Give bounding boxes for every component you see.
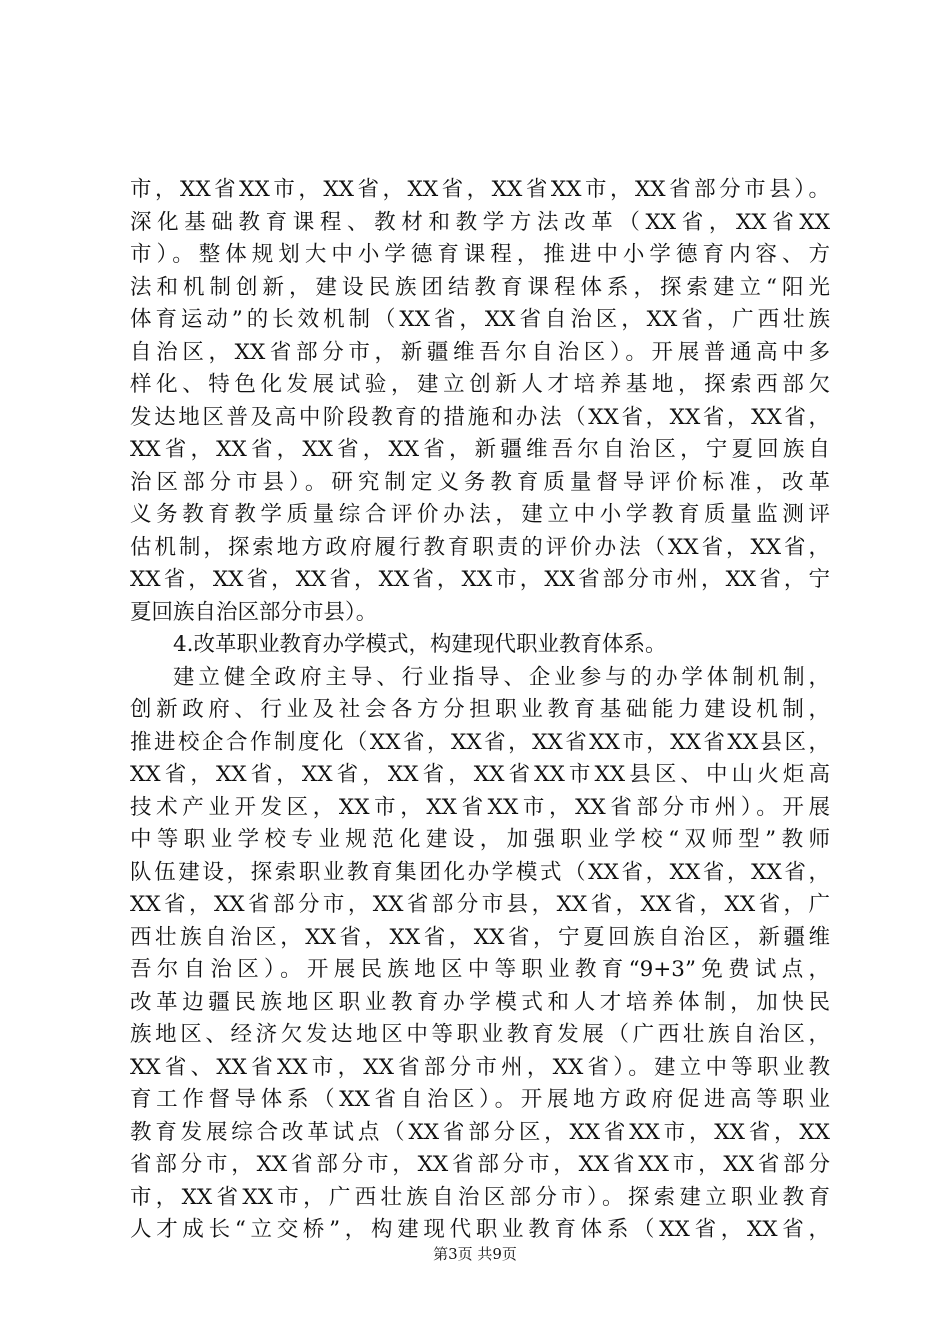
text-line: 发达地区普及高中阶段教育的措施和办法（XX省，XX省，XX省， <box>130 404 830 430</box>
text-line: 体育运动”的长效机制（XX省，XX省自治区，XX省，广西壮族 <box>130 307 830 332</box>
text-line: 队伍建设，探索职业教育集团化办学模式（XX省，XX省，XX省， <box>130 859 830 885</box>
text-line: 省部分市，XX省部分市，XX省部分市，XX省XX市，XX省部分 <box>130 1152 830 1177</box>
text-line: 样化、特色化发展试验，建立创新人才培养基地，探索西部欠 <box>130 372 830 397</box>
section-heading: 4.改革职业教育办学模式，构建现代职业教育体系。 <box>173 632 667 657</box>
page-number: 第3页 共9页 <box>433 1245 517 1263</box>
text-line: 中等职业学校专业规范化建设，加强职业学校“双师型”教师 <box>130 827 830 852</box>
text-line: 市）。整体规划大中小学德育课程，推进中小学德育内容、方 <box>130 242 830 267</box>
text-line: 估机制，探索地方政府履行教育职责的评价办法（XX省，XX省， <box>130 534 830 560</box>
text-line: 人才成长“立交桥”，构建现代职业教育体系（XX省，XX省， <box>130 1217 830 1242</box>
text-line: 市，XX省XX市，广西壮族自治区部分市）。探索建立职业教育 <box>130 1184 830 1210</box>
text-line: 夏回族自治区部分市县）。 <box>130 599 378 625</box>
text-line: 教育发展综合改革试点（XX省部分区，XX省XX市，XX省，XX <box>130 1119 830 1145</box>
text-line: 育工作督导体系（XX省自治区）。开展地方政府促进高等职业 <box>130 1087 830 1112</box>
text-line: XX省、XX省XX市，XX省部分市州，XX省）。建立中等职业教 <box>130 1054 830 1080</box>
text-line: 自治区，XX省部分市，新疆维吾尔自治区）。开展普通高中多 <box>130 339 830 365</box>
text-line: XX省，XX省，XX省，XX省，XX市，XX省部分市州，XX省，宁 <box>130 567 830 592</box>
body-text <box>130 174 830 1247</box>
text-line: XX省，XX省，XX省，XX省，XX省XX市XX县区、中山火炬高 <box>130 762 830 787</box>
text-line: 建立健全政府主导、行业指导、企业参与的办学体制机制， <box>173 664 830 690</box>
text-line: 技术产业开发区，XX市，XX省XX市，XX省部分市州）。开展 <box>130 794 830 820</box>
text-line: 法和机制创新，建设民族团结教育课程体系，探索建立“阳光 <box>130 274 830 300</box>
text-line: 吾尔自治区）。开展民族地区中等职业教育“9+3”免费试点， <box>130 957 830 982</box>
text-line: 西壮族自治区，XX省，XX省，XX省，宁夏回族自治区，新疆维 <box>130 924 830 950</box>
text-line: 深化基础教育课程、教材和教学方法改革（XX省，XX省XX <box>130 209 830 235</box>
text-line: XX省，XX省，XX省，XX省，新疆维吾尔自治区，宁夏回族自 <box>130 437 830 462</box>
text-line: 改革边疆民族地区职业教育办学模式和人才培养体制，加快民 <box>130 989 830 1015</box>
text-line: XX省，XX省部分市，XX省部分市县，XX省，XX省，XX省，广 <box>130 892 830 917</box>
text-line: 推进校企合作制度化（XX省，XX省，XX省XX市，XX省XX县区， <box>130 729 830 755</box>
text-line: 创新政府、行业及社会各方分担职业教育基础能力建设机制， <box>130 697 830 722</box>
text-line: 治区部分市县）。研究制定义务教育质量督导评价标准，改革 <box>130 469 830 495</box>
text-line: 市，XX省XX市，XX省，XX省，XX省XX市，XX省部分市县）。 <box>130 177 830 202</box>
text-line: 义务教育教学质量综合评价办法，建立中小学教育质量监测评 <box>130 502 830 527</box>
text-line: 族地区、经济欠发达地区中等职业教育发展（广西壮族自治区， <box>130 1022 830 1047</box>
